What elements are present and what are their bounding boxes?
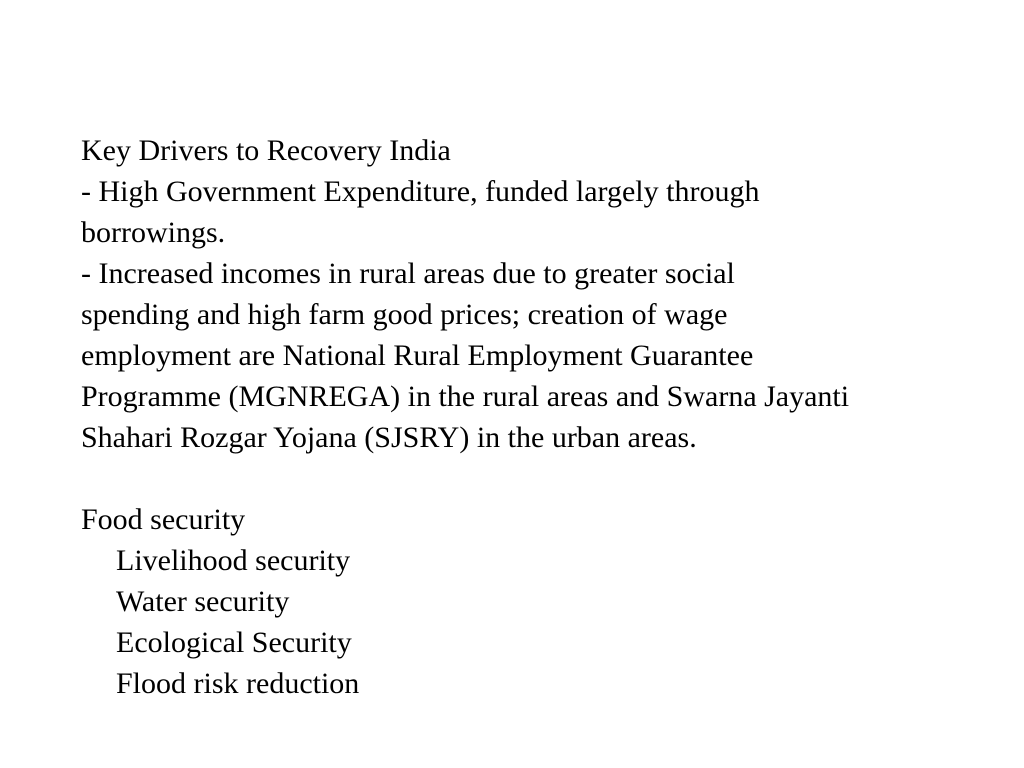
- security-item-flood-risk: Flood risk reduction: [116, 667, 360, 700]
- security-title: Food security: [81, 503, 246, 536]
- bullet-line: employment are National Rural Employment Guarantee: [81, 339, 754, 372]
- bullet-line: Shahari Rozgar Yojana (SJSRY) in the urban areas.: [81, 421, 697, 454]
- security-item-ecological: Ecological Security: [116, 626, 352, 659]
- bullet-line: borrowings.: [81, 216, 226, 249]
- bullet-government-expenditure: [81, 171, 981, 253]
- security-item-livelihood: Livelihood security: [116, 544, 351, 577]
- bullet-line: spending and high farm good prices; creation of wage: [81, 298, 728, 331]
- security-item-water: Water security: [116, 585, 290, 618]
- slide-heading: Key Drivers to Recovery India: [81, 134, 451, 167]
- spacer: [81, 458, 981, 499]
- bullet-line: - Increased incomes in rural areas due to greater social: [81, 257, 735, 290]
- bullet-rural-incomes: [81, 253, 981, 458]
- security-list: [81, 499, 981, 704]
- bullet-line: Programme (MGNREGA) in the rural areas and Swarna Jayanti: [81, 380, 850, 413]
- bullet-line: - High Government Expenditure, funded largely through: [81, 175, 760, 208]
- slide-body: [81, 130, 981, 704]
